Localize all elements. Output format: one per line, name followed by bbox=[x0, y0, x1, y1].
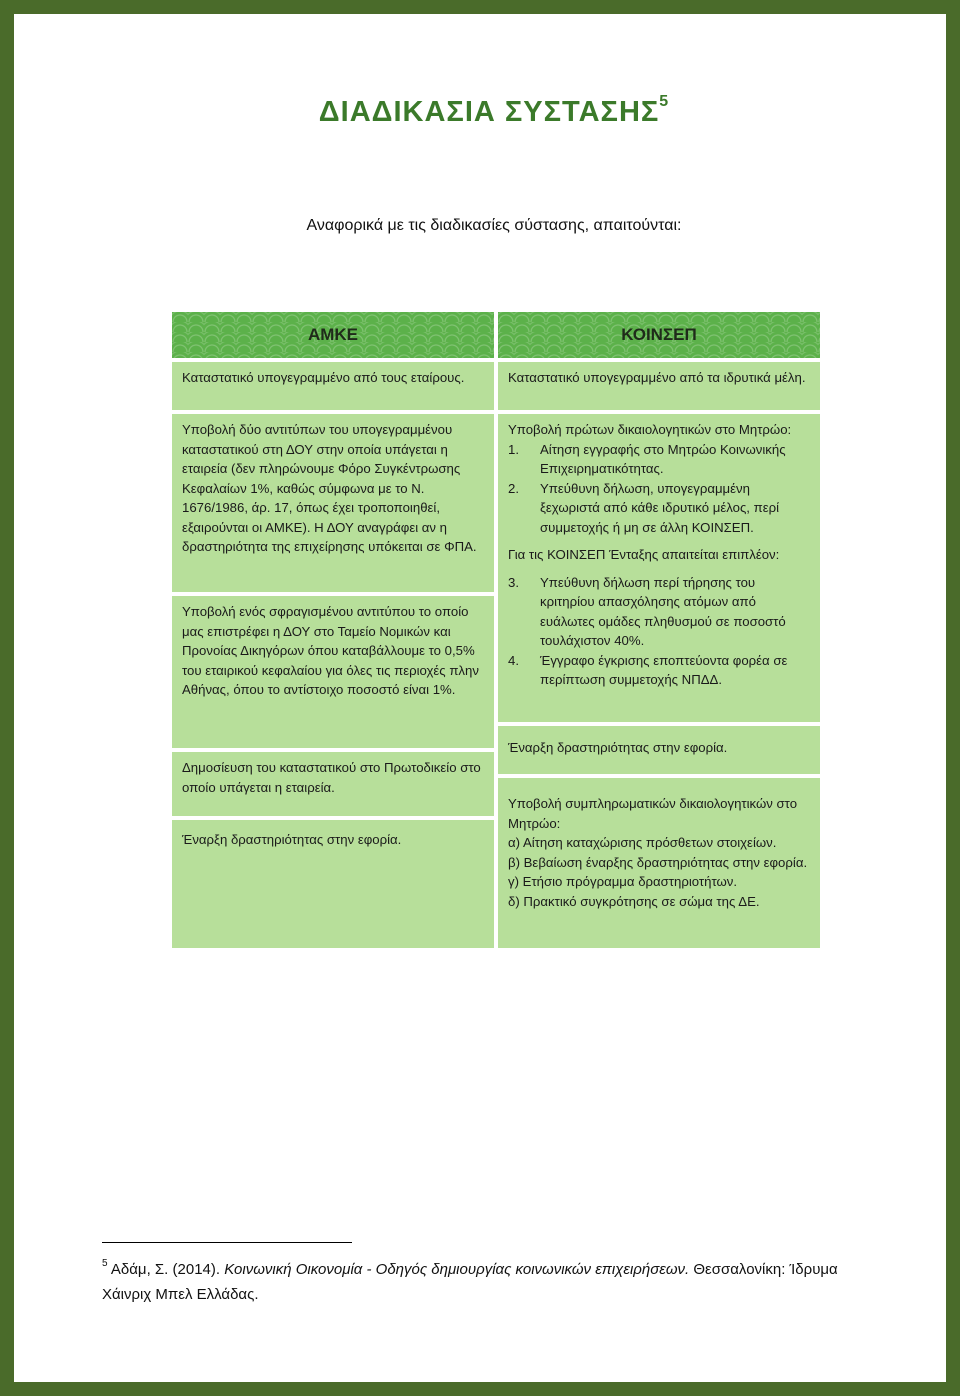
amke-row-start-activity: Έναρξη δραστηριότητας στην εφορία. bbox=[172, 820, 494, 948]
koinsep-row-registry-documents: Υποβολή πρώτων δικαιολογητικών στο Μητρώο: 1. Αίτηση εγγραφής στο Μητρώο Κοινωνικής Επιχειρηματικότητας. 2. Υπεύθυνη δήλωση, υπογεγραμμένη ξεχωριστά από κάθε ιδρυτικό μέλος, περί συμμετοχής ή μη σε άλλη ΚΟΙΝΣΕΠ. Για τις ΚΟΙΝΣΕΠ Ένταξης απαιτείται επιπλέον: 3. Υπεύθυνη δήλωση περί τήρησης του κριτηρίου απασχόλησης ατόμων από ευάλωτες ομάδες πληθυσμού σε ποσοστό τουλάχιστον 40%. 4. Έγγραφο έγκρισης εποπτεύοντα φορέα σε περίπτωση συμμετοχής ΝΠΔΔ. bbox=[498, 414, 820, 722]
koinsep-header: ΚΟΙΝΣΕΠ bbox=[498, 312, 820, 358]
list-item: 3. Υπεύθυνη δήλωση περί τήρησης του κριτηρίου απασχόλησης ατόμων από ευάλωτες ομάδες πληθυσμού σε ποσοστό τουλάχιστον 40%. bbox=[508, 574, 786, 648]
amke-row-submission-tax-office: Υποβολή δύο αντιτύπων του υπογεγραμμένου καταστατικού στη ΔΟΥ στην οποία υπάγεται η εταιρεία (δεν πληρώνουμε Φόρο Συγκέντρωσης Κεφαλαίων 1%, καθώς σύμφωνα με το Ν. 1676/1986, άρ. 17, όπως έχει τροποποιηθεί, εξαιρούνται οι ΑΜΚΕ). Η ΔΟΥ αναγράφει αν η δραστηριότητα της επιχείρησης υπόκειται σε ΦΠΑ. bbox=[172, 414, 494, 592]
title-text: ΔΙΑΔΙΚΑΣΙΑ ΣΥΣΤΑΣΗΣ bbox=[318, 96, 660, 128]
amke-row-statute: Καταστατικό υπογεγραμμένο από τους εταίρους. bbox=[172, 362, 494, 410]
comparison-table bbox=[172, 312, 820, 948]
amke-row-court-publication: Δημοσίευση του καταστατικού στο Πρωτοδικείο στο οποίο υπάγεται η εταιρεία. bbox=[172, 752, 494, 816]
footnote-publisher: Θεσσαλονίκη: Ίδρυμα Χάινριχ Μπελ Ελλάδας. bbox=[102, 1261, 838, 1303]
page-title bbox=[14, 93, 960, 129]
intro-text: Αναφορικά με τις διαδικασίες σύστασης, απαιτούνται: bbox=[306, 217, 682, 234]
list-item: 4. Έγγραφο έγκρισης εποπτεύοντα φορέα σε περίπτωση συμμετοχής ΝΠΔΔ. bbox=[508, 652, 788, 687]
amke-column bbox=[172, 312, 494, 948]
list-item: 1. Αίτηση εγγραφής στο Μητρώο Κοινωνικής Επιχειρηματικότητας. bbox=[508, 441, 786, 476]
koinsep-row-supplementary-documents: Υποβολή συμπληρωματικών δικαιολογητικών στο Μητρώο: α) Αίτηση καταχώρισης πρόσθετων στοιχείων. β) Βεβαίωση έναρξης δραστηριότητας στην εφορία. γ) Ετήσιο πρόγραμμα δραστηριοτήτων. δ) Πρακτικό συγκρότησης σε σώμα της ΔΕ. bbox=[498, 778, 820, 948]
koinsep-row-statute: Καταστατικό υπογεγραμμένο από τα ιδρυτικά μέλη. bbox=[498, 362, 820, 410]
amke-row-lawyers-fund: Υποβολή ενός σφραγισμένου αντιτύπου το οποίο μας επιστρέφει η ΔΟΥ στο Ταμείο Νομικών και Προνοίας Δικηγόρων όπου καταβάλλουμε το 0,5% του εταιρικού κεφαλαίου για όλες τις περιοχές πλην Αθήνας, όπου το αντίστοιχο ποσοστό είναι 1%. bbox=[172, 596, 494, 748]
footnote bbox=[102, 1253, 882, 1307]
title-footnote-mark: 5 bbox=[659, 93, 670, 111]
koinsep-row-start-activity: Έναρξη δραστηριότητας στην εφορία. bbox=[498, 726, 820, 774]
list-item: 2. Υπεύθυνη δήλωση, υπογεγραμμένη ξεχωριστά από κάθε ιδρυτικό μέλος, περί συμμετοχής ή μη σε άλλη ΚΟΙΝΣΕΠ. bbox=[508, 480, 780, 535]
footnote-work: Κοινωνική Οικονομία - Οδηγός δημιουργίας κοινωνικών επιχειρήσεων. bbox=[224, 1261, 690, 1278]
amke-header: ΑΜΚΕ bbox=[172, 312, 494, 358]
koinsep-column bbox=[498, 312, 820, 948]
registry-documents-list bbox=[508, 440, 810, 538]
integration-extra-list bbox=[508, 573, 810, 690]
footnote-author: Αδάμ, Σ. (2014). bbox=[110, 1261, 225, 1278]
footnote-mark: 5 bbox=[102, 1258, 108, 1269]
footnote-separator bbox=[102, 1242, 352, 1243]
integration-extra-lead: Για τις ΚΟΙΝΣΕΠ Ένταξης απαιτείται επιπλέον: bbox=[508, 547, 780, 562]
